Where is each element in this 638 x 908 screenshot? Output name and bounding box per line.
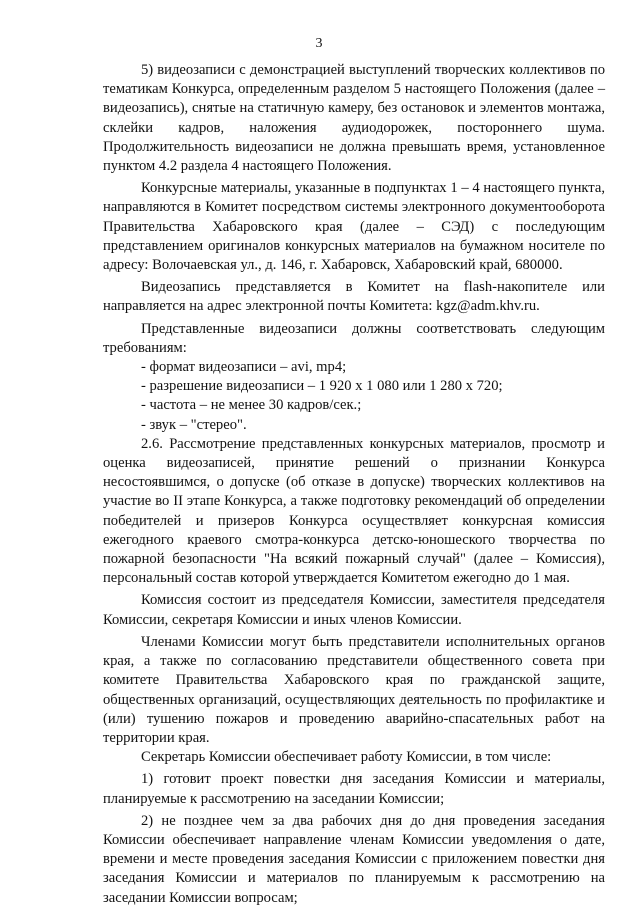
paragraph-commission-members: Членами Комиссии могут быть представители исполнительных органов края, а также по согласованию представители общественного совета при комитете Правительства Хабаровского края по гражданской защите, общественных организаций, осуществляющих деятельность по профилактике и (или) тушению пожаров и проведению аварийно-спасательных работ на территории края. [103, 633, 605, 746]
paragraph-commission-composition: Комиссия состоит из председателя Комиссии, заместителя председателя Комиссии, секретаря Комиссии и иных членов Комиссии. [103, 592, 605, 628]
video-requirements-list [103, 358, 605, 435]
document-body [103, 61, 605, 908]
paragraph-secretary-duty-2: 2) не позднее чем за два рабочих дня до дня проведения заседания Комиссии обеспечивает направление членам Комиссии уведомления о дате, времени и месте проведения заседания Комиссии с приложением повестки дня заседания Комиссии и материалов по планируемым к рассмотрению на заседании Комиссии вопросам; [103, 812, 605, 906]
paragraph-videos-item-5: 5) видеозаписи с демонстрацией выступлений творческих коллективов по тематикам Конкурса, определенным разделом 5 настоящего Положения (далее – видеозапись), снятые на статичную камеру, без остановок и элементов монтажа, склейки кадров, наложения аудиодорожек, постороннего шума. Продолжительность видеозаписи не должна превышать время, установленное пунктом 4.2 раздела 4 настоящего Положения. [103, 62, 605, 175]
paragraph-video-requirements-intro: Представленные видеозаписи должны соответствовать следующим требованиям: [103, 320, 605, 356]
paragraph-materials-submission: Конкурсные материалы, указанные в подпунктах 1 – 4 настоящего пункта, направляются в Комитет посредством системы электронного документооборота Правительства Хабаровского края (далее – СЭД) с последующим представлением оригиналов конкурсных материалов на бумажном носителе по адресу: Волочаевская ул., д. 146, г. Хабаровск, Хабаровский край, 680000. [103, 180, 605, 274]
requirement-framerate: - частота – не менее 30 кадров/сек.; [141, 397, 362, 414]
requirement-format: - формат видеозаписи – avi, mp4; [141, 359, 347, 376]
paragraph-secretary-duties: Секретарь Комиссии обеспечивает работу Комиссии, в том числе: [141, 749, 552, 766]
requirement-resolution: - разрешение видеозаписи – 1 920 x 1 080 или 1 280 x 720; [141, 378, 503, 395]
paragraph-video-delivery: Видеозапись представляется в Комитет на flash-накопителе или направляется на адрес электронной почты Комитета: kgz@adm.khv.ru. [103, 279, 605, 315]
paragraph-2-6-commission-review: 2.6. Рассмотрение представленных конкурсных материалов, просмотр и оценка видеозаписей, принятие решений о признании Конкурса несостоявшимся, о допуске (об отказе в допуске) творческих коллективов на участие во II этапе Конкурса, а также подготовку рекомендаций об определении победителей и призеров Конкурса осуществляет конкурсная комиссия ежегодного краевого смотра-конкурса детско-юношеского творчества по пожарной безопасности "На всякий пожарный случай" (далее – Комиссия), персональный состав которой утверждается Комитетом ежегодно до 1 мая. [103, 435, 605, 587]
paragraph-secretary-duty-1: 1) готовит проект повестки дня заседания Комиссии и материалы, планируемые к рассмотрению на заседании Комиссии; [103, 771, 605, 807]
requirement-sound: - звук – "стерео". [141, 416, 247, 433]
page-number: 3 [315, 36, 323, 51]
